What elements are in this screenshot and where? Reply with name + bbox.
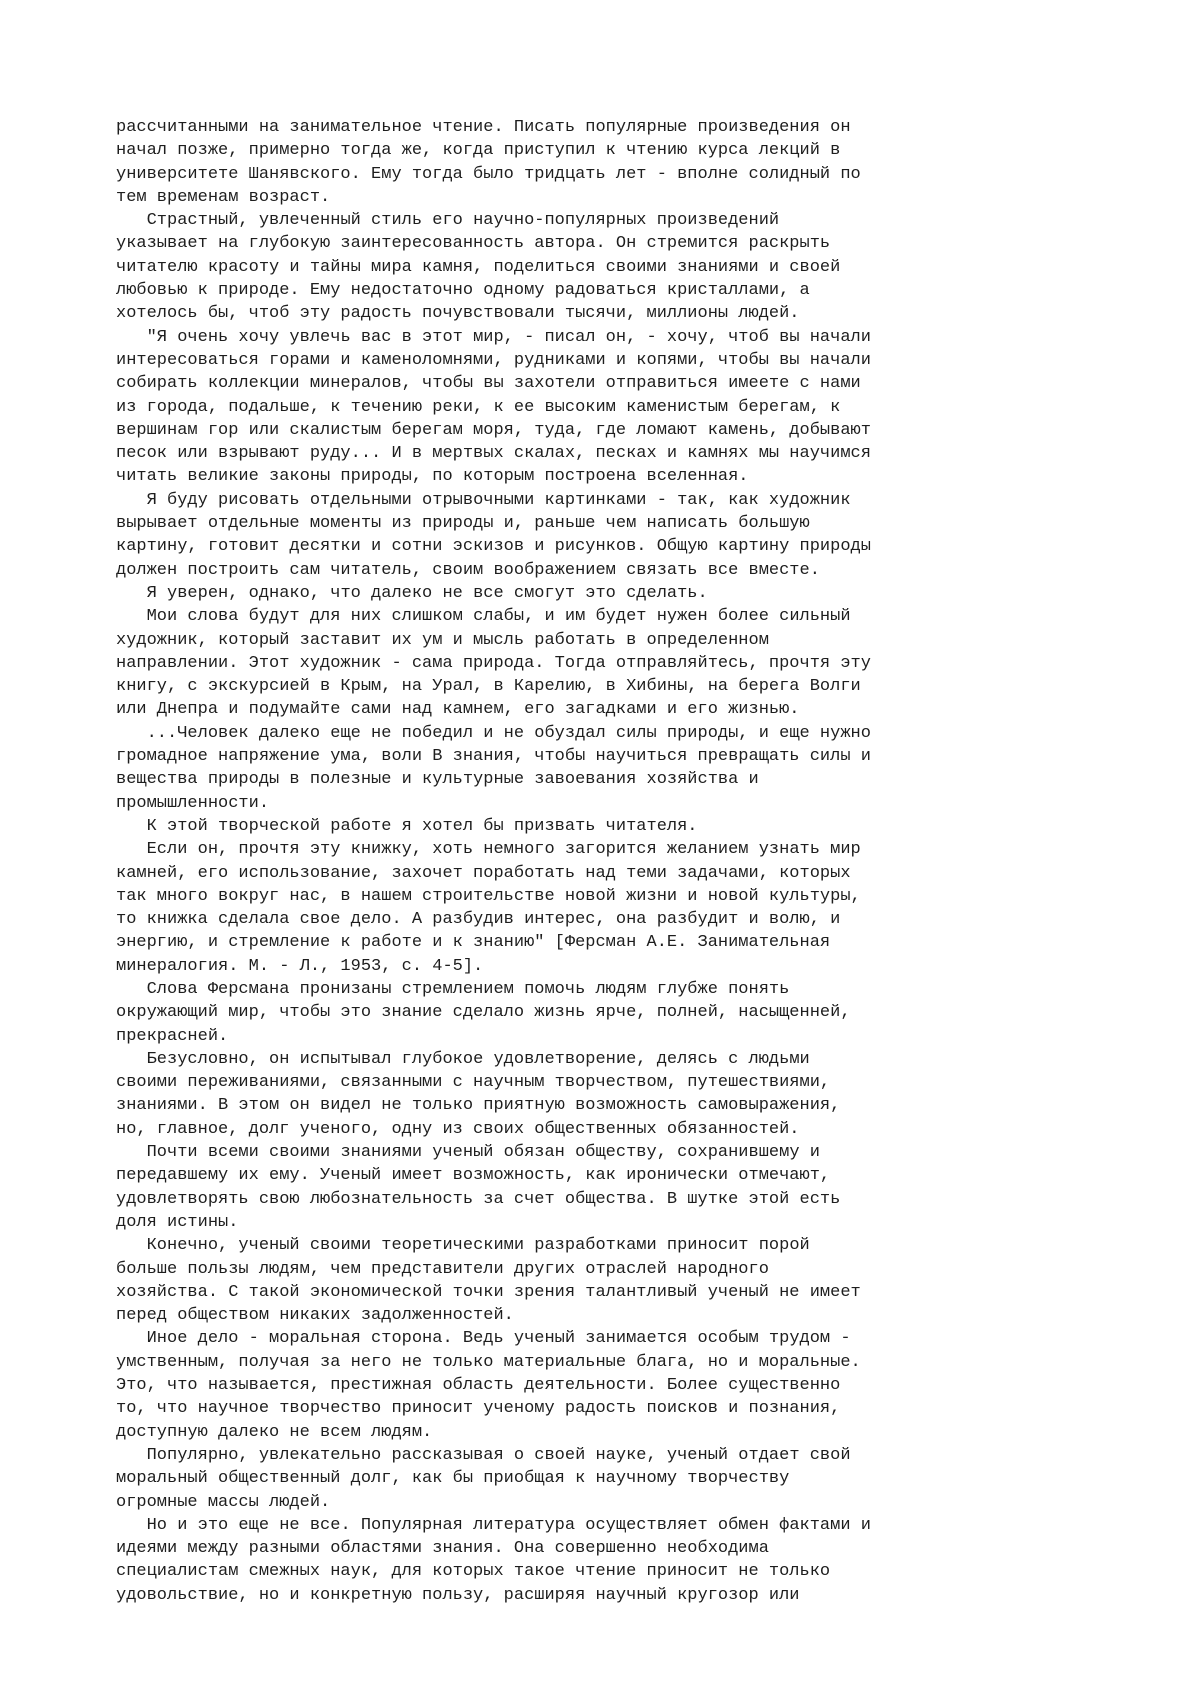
paragraph-exchange-ideas: Но и это еще не все. Популярная литература осуществляет обмен фактами и идеями между разными областями знания. Она совершенно необходима специалистам смежных наук, для которых такое чтение приносит не только удовольствие, но и конкретную пользу, расширяя научный кругозор или: [116, 1515, 871, 1605]
paragraph-quote-end: Если он, прочтя эту книжку, хоть немного загорится желанием узнать мир камней, его использование, захочет поработать над теми задачами, которых так много вокруг нас, в нашем строительстве новой жизни и новой культуры, то книжка сделала свое дело. А разбудив интерес, она разбудит и волю, и энергию, и стремление к работе и к знанию" [Ферсман А.Е. Занимательная минералогия. М. - Л., 1953, с. 4-5].: [116, 840, 861, 976]
paragraph-quote-sure: Я уверен, однако, что далеко не все смогут это сделать.: [116, 583, 708, 603]
document-page: [116, 116, 1116, 1607]
paragraph-quote-nature: ...Человек далеко еще не победил и не обуздал силы природы, и еще нужно громадное напряжение ума, воли В знания, чтобы научиться превращать силы и вещества природы в полезные и культурные завоевания хозяйства и промышленности.: [116, 723, 871, 813]
paragraph-quote-drawing: Я буду рисовать отдельными отрывочными картинками - так, как художник вырывает отдельные моменты из природы и, раньше чем написать большую картину, готовит десятки и сотни эскизов и рисунков. Общую картину природы должен построить сам читатель, своим воображением связать все вместе.: [116, 490, 871, 580]
paragraph-quote-call: К этой творческой работе я хотел бы призвать читателя.: [116, 816, 698, 836]
paragraph-moral-side: Иное дело - моральная сторона. Ведь ученый занимается особым трудом - умственным, получая за него не только материальные блага, но и моральные. Это, что называется, престижная область деятельности. Более существенно то, что научное творчество приносит ученому радость поисков и познания, доступную далеко не всем людям.: [116, 1329, 861, 1442]
paragraph-fersman-words: Слова Ферсмана пронизаны стремлением помочь людям глубже понять окружающий мир, чтобы это знание сделало жизнь ярче, полней, насыщенней, прекрасней.: [116, 979, 851, 1046]
paragraph-style-description: Страстный, увлеченный стиль его научно-популярных произведений указывает на глубокую заинтересованность автора. Он стремится раскрыть читателю красоту и тайны мира камня, поделиться своими знаниями и своей любовью к природе. Ему недостаточно одному радоваться кристаллами, а хотелось бы, чтоб эту радость почувствовали тысячи, миллионы людей.: [116, 211, 841, 324]
paragraph-quote-artist: Мои слова будут для них слишком слабы, и им будет нужен более сильный художник, который заставит их ум и мысль работать в определенном направлении. Этот художник - сама природа. Тогда отправляйтесь, прочтя эту книгу, с экскурсией в Крым, на Урал, в Карелию, в Хибины, на берега Волги или Днепра и подумайте сами над камнем, его загадками и его жизнью.: [116, 607, 871, 720]
paragraph-society-debt: Почти всеми своими знаниями ученый обязан обществу, сохранившему и передавшему их ему. Ученый имеет возможность, как иронически отмечают, удовлетворять свою любознательность за счет общества. В шутке этой есть доля истины.: [116, 1143, 841, 1232]
paragraph-satisfaction: Безусловно, он испытывал глубокое удовлетворение, делясь с людьми своими переживаниями, связанными с научным творчеством, путешествиями, знаниями. В этом он видел не только приятную возможность самовыражения, но, главное, долг ученого, одну из своих общественных обязанностей.: [116, 1049, 841, 1139]
paragraph-theory-benefit: Конечно, ученый своими теоретическими разработками приносит порой больше пользы людям, чем представители других отраслей народного хозяйства. С такой экономической точки зрения талантливый ученый не имеет перед обществом никаких задолженностей.: [116, 1236, 861, 1326]
paragraph-quote-start: "Я очень хочу увлечь вас в этот мир, - писал он, - хочу, чтоб вы начали интересоваться горами и каменоломнями, рудниками и копями, чтобы вы начали собирать коллекции минералов, чтобы вы захотели отправиться имеете с нами из города, подальше, к течению реки, к ее высоким каменистым берегам, к вершинам гор или скалистым берегам моря, туда, где ломают камень, добывают песок или взрывают руду... И в мертвых скалах, песках и камнях мы научимся читать великие законы природы, по которым построена вселенная.: [116, 327, 871, 487]
paragraph-intro-continuation: рассчитанными на занимательное чтение. Писать популярные произведения он начал позже, примерно тогда же, когда приступил к чтению курса лекций в университете Шанявского. Ему тогда было тридцать лет - вполне солидный по тем временам возраст.: [116, 118, 861, 207]
paragraph-popular-science: Популярно, увлекательно рассказывая о своей науке, ученый отдает свой моральный общественный долг, как бы приобщая к научному творчеству огромные массы людей.: [116, 1445, 851, 1512]
